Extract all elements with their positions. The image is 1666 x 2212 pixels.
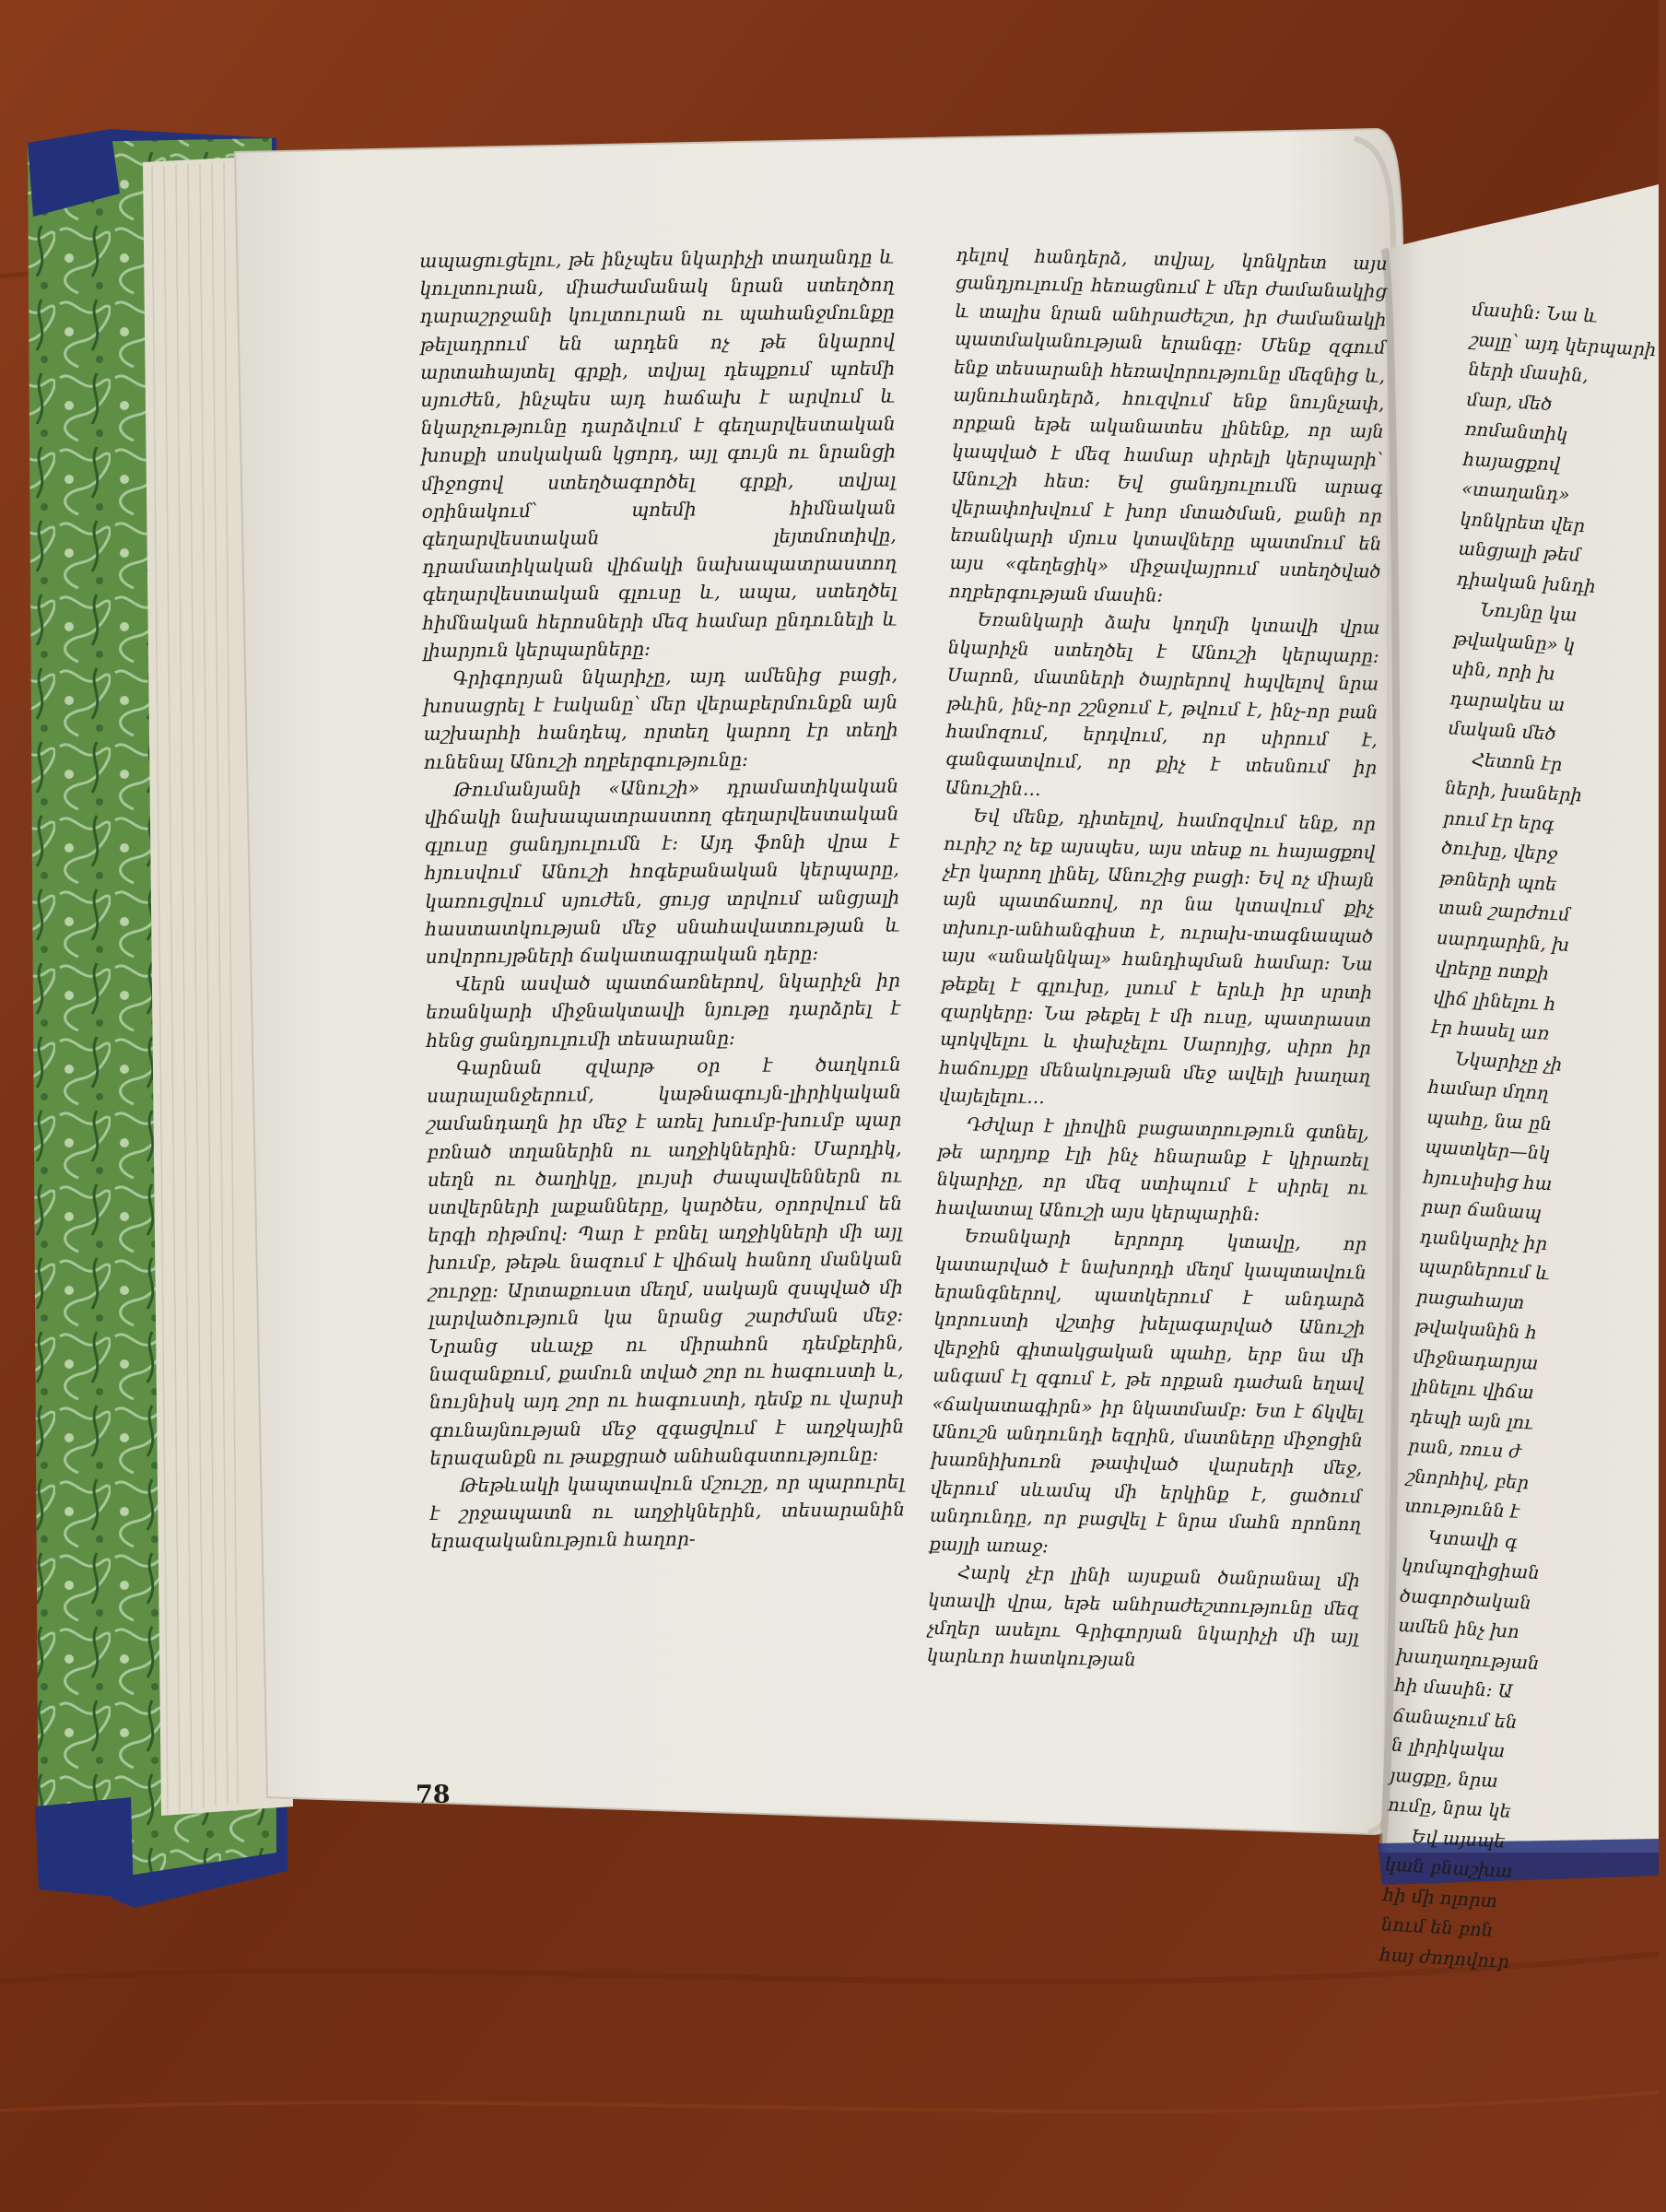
right-page-line: թվականը» կ <box>1452 627 1576 656</box>
right-page-line: թվականին հ <box>1414 1315 1538 1344</box>
right-page-line: նում են բոն <box>1380 1913 1494 1941</box>
right-page-line: րում էր երգ <box>1442 806 1555 835</box>
right-page-line: Նկարիչը չի <box>1454 1047 1563 1076</box>
right-page-line: շալը՝ այդ կերպարի <box>1469 328 1657 360</box>
right-page-line: մական մեծ <box>1448 717 1557 745</box>
right-page-line: սին, որի խ <box>1450 657 1556 685</box>
left-column-text <box>419 243 905 1556</box>
right-page-line: ների, խաների <box>1444 777 1583 806</box>
right-page-line: խաղաղության <box>1395 1644 1541 1674</box>
right-page-line: մար, մեծ <box>1466 388 1553 415</box>
left-paragraph: Գրիգորյան նկարիչը, այդ ամենից բացի, խոսացրել է էականը՝ մեր վերաբերմունքն այն աշխարհի հանդեպ, որտեղ կարող էր տեղի ունենալ Անուշի ողբերգությունը։ <box>423 663 898 773</box>
right-page-line: դանկարիչ իր <box>1419 1225 1548 1254</box>
right-page-line: կոմպոզիցիան <box>1401 1554 1541 1584</box>
middle-paragraph: Եռանկարի ձախ կողմի կտավի վրա նկարիչն ստեղծել է Անուշի կերպարը։ Սարոն, մատների ծայրերով հպվելով նրա թևին, ինչ-որ շշնջում է, թվում է, ինչ-որ բան համոզում, երդվում, որ սիրում է, գանգատվում, որ քիչ է տեսնում իր Անուշին… <box>944 608 1380 800</box>
right-page-line: թոների պոե <box>1439 866 1558 895</box>
right-page-line: պարներում և <box>1417 1255 1551 1285</box>
right-page-line: յացքը, նրա <box>1389 1764 1499 1792</box>
right-page-line: Կտավի գ <box>1427 1525 1519 1553</box>
middle-paragraph: Դժվար է լիովին բացատրություն գտնել, թե արդյոք էլի ինչ հնարանք է կիրառել նկարիչը, որ մեզ ստիպում է սիրել ու հավատալ Անուշի այս կերպարին։ <box>935 1113 1370 1225</box>
right-page-line: դեպի այն լու <box>1409 1405 1534 1434</box>
middle-paragraph: Հարկ չէր լինի այսքան ծանրանալ մի կտավի վրա, եթե անհրաժեշտությունը մեզ չմղեր ասելու Գրիգորյան նկարիչի մի այլ կարևոր հատկության <box>926 1561 1360 1671</box>
right-page-line: շնորհիվ, բեր <box>1405 1465 1530 1493</box>
right-page-line: րան, ռուս ժ <box>1407 1435 1522 1463</box>
right-page-line: ն լիրիկակա <box>1390 1734 1506 1762</box>
right-page-line: կան բնաշխա <box>1384 1853 1513 1883</box>
right-page-line: էր հասել առ <box>1430 1016 1550 1044</box>
right-page-line: հայ ժողովուր <box>1379 1943 1510 1972</box>
right-page-line: «տաղանդ» <box>1461 477 1571 506</box>
right-page-line: հայացքով <box>1462 448 1561 476</box>
middle-paragraph: Եվ մենք, դիտելով, համոզվում ենք, որ ուրիշ ոչ եք այսպես, այս տեսք ու հայացքով չէր կարող լինել, Անուշից բացի։ Եվ ոչ միայն այն պատճառով, որ նա կտավում քիչ տխուր-անհանգիստ է, ուրախ-տագնապած այս «անակնկալ» հանդիպման համար։ Նա թեքել է գլուխը, լսում է երևի իր սրտի զարկերը։ Նա թեքել է մի ուսը, պատրաստ պոկվելու և փախչելու Սարոյից, սիրո իր հաճույքը մենակության մեջ ավելի խաղաղ վայելելու… <box>938 805 1377 1109</box>
left-paragraph: Թեթևակի կապտավուն մշուշը, որ պարուրել է շրջապատն ու աղջիկներին, տեսարանին երազականություն հաղոր- <box>429 1470 906 1553</box>
right-page-line: սարդարին, խ <box>1436 926 1570 956</box>
left-paragraph: Գարնան զվարթ օր է ծաղկուն սարալանջերում, կաթնագույն-լիրիկական շամանդաղն իր մեջ է առել խումբ-խումբ պար բռնած տղաներին ու աղջիկներին։ Մարդիկ, սեղն ու ծաղիկը, լույսի ժապավեններն ու ստվերների լաքանները, կարծես, օրորվում են երգի ռիթմով։ Պար է բռնել աղջիկների մի այլ խումբ, թեթև նազում է վիճակ հանող մանկան շուրջը։ Արտաքուստ մեղմ, սակայն զսպված մի լարվածություն կա նրանց շարժման մեջ։ Նրանց սևաչք ու միրահոն դեմքերին, նազանքում, քամուն տված շոր ու հագուստի և, նույնիսկ այդ շոր ու հագուստի, դեմք ու վարսի գունայնության մեջ զգացվում է աղջկային երազանքն ու թաքցրած անհանգստությունը։ <box>426 1053 905 1469</box>
right-page-line: րար ճանապ <box>1421 1195 1543 1224</box>
right-page-line: դիական խնդի <box>1456 568 1597 597</box>
page-number: 78 <box>415 1780 451 1810</box>
right-page-line: պատկեր—նկ <box>1424 1135 1551 1165</box>
right-page-line: դարակես ա <box>1449 687 1566 715</box>
right-page-line: անցյալի թեմ <box>1457 537 1581 566</box>
right-page-line: ծուխը, վերջ <box>1440 837 1558 865</box>
right-page-line: հյուսիսից հա <box>1422 1166 1553 1194</box>
right-page-line: հի մասին։ Ա <box>1394 1674 1514 1702</box>
right-page-line: լինելու վիճա <box>1411 1375 1535 1404</box>
right-page-line: Եվ այսպե <box>1411 1825 1507 1853</box>
right-page-line: համար մղող <box>1427 1076 1550 1104</box>
right-page-line: ների մասին, <box>1467 358 1590 387</box>
right-page-line: վրերը ոտքի <box>1434 956 1550 984</box>
right-page-line: մասին։ Նա և <box>1471 298 1599 327</box>
right-page-line: րացահայտ <box>1415 1285 1525 1313</box>
right-page-line: կոնկրետ վեր <box>1459 508 1586 536</box>
right-page-line: Նույնը կա <box>1479 599 1578 626</box>
middle-paragraph: դելով հանդերձ, տվյալ, կոնկրետ այս ցանդյուլումը հեռացնում է մեր ժամանակից և տալիս նրան անհրաժեշտ, իր ժամանակի պատմականության երանգը։ Մենք զգում ենք տեսարանի հեռավորությունը մեզնից և, այնուհանդերձ, հուզվում ենք նույնչափ, որքան եթե ականատես լինենք, որ այն կապված է մեզ համար սիրելի կերպարի՝ Անուշի հետ։ Եվ ցանդյուլումն արագ վերափոխվում է խոր մտածման, քանի որ եռանկարի մյուս կտավները պատմում են այս «գեղեցիկ» միջավայրում ստեղծված ողբերգության մասին։ <box>948 243 1388 606</box>
right-page-line: ամեն ինչ խո <box>1397 1614 1520 1643</box>
right-page-line: հի մի ոլորտ <box>1382 1883 1498 1912</box>
left-paragraph: Թումանյանի «Անուշի» դրամատիկական վիճակի նախապատրաստող գեղարվեստական գլուսը ցանդյուլումն է։ Այդ ֆոնի վրա է հյուսվում Անուշի հոգեբանական կերպարը, կառուցվում սյուժեն, ցույց տրվում անցյալի հաստատկության մեջ սնահավատության և սովորույթների ճակատագրական դերը։ <box>424 774 900 969</box>
right-page-line: ռոմանտիկ <box>1464 418 1569 445</box>
right-page-line: միջնադարյա <box>1412 1345 1540 1374</box>
left-paragraph: ապացուցելու, թե ինչպես նկարիչի տաղանդը և կուլտուրան, միաժամանակ նրան ստեղծող դարաշրջանի կուլտուրան ու պահանջմունքը թելադրում են արդեն ոչ թե նկարով արտահայտել գրքի, տվյալ դեպքում պոեմի սյուժեն, ինչպես այդ հաճախ է արվում և նկարչությունը դարձվում է գեղարվեստական խոսքի սոսկական կցորդ, այլ գույն ու նրանցի միջոցով ստեղծագործել գրքի, տվյալ օրինակում՝ պոեմի հիմնական գեղարվեստական լեյտմոտիվը, դրամատիկական վիճակի նախապատրաստող գեղարվեստական գլուսը և, ապա, ստեղծել հիմնական հերոսների մեզ համար ընդունելի և լիարյուն կերպարները։ <box>419 245 898 662</box>
right-page-line: ծագործական <box>1399 1584 1532 1614</box>
right-page-line: Հետոն էր <box>1471 748 1563 775</box>
right-page-line: տությունն է <box>1403 1494 1520 1523</box>
middle-paragraph: Եռանկարի երրորդ կտավը, որ կատարված է նախորդի մեղմ կապտավուն երանգներով, պատկերում է անդարձ կորուստի վշտից խելագարված Անուշի վերջին գիտակցական պահը, երբ նա մի անգամ էլ զգում է, թե որքան դաժան եղավ «ճակատագիրն» իր նկատմամբ։ Ետ է ճկվել Անուշն անդունդի եզրին, մատները միջոցին խառնիխուռն թափված վարսերի մեջ, վերում սևամպ մի երկինք է, ցածում անդունդը, որ բացվել է նրա մահն որոնող քայլի առաջ։ <box>929 1225 1367 1558</box>
middle-column-text <box>927 241 1388 1679</box>
right-page-line: ումը, նրա կե <box>1387 1794 1512 1822</box>
right-page-line: տան շարժում <box>1437 896 1571 925</box>
right-page-line: վիճ լինելու հ <box>1432 986 1557 1015</box>
right-page-line: պահը, նա ըն <box>1425 1106 1553 1135</box>
left-paragraph: Վերն ասված պատճառներով, նկարիչն իր եռանկարի միջնակտավի նյութը դարձրել է հենց ցանդյուլումի տեսարանը։ <box>426 969 901 1052</box>
right-page-line: ճանաչում են <box>1392 1704 1519 1733</box>
